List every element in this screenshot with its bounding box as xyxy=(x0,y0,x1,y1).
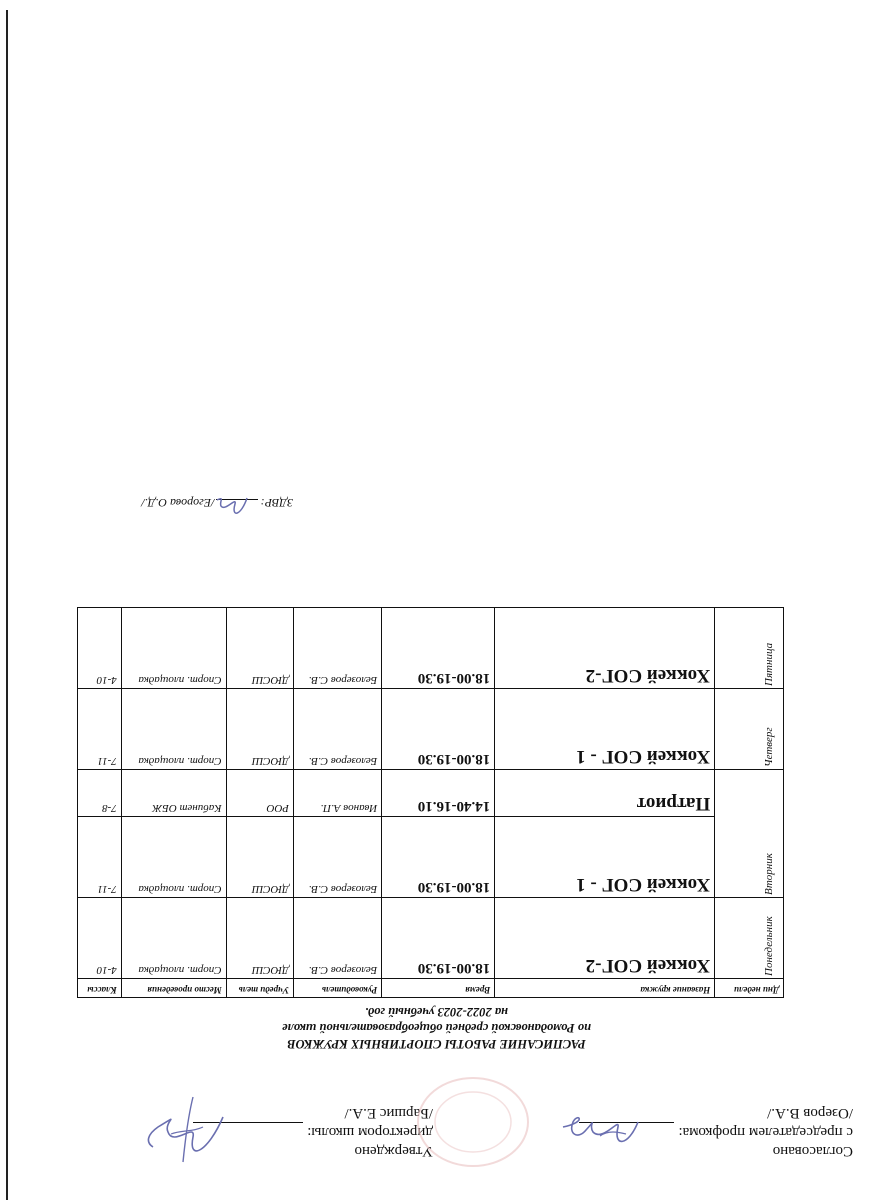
club-org: ДЮСШ xyxy=(226,898,293,979)
signature-agreed xyxy=(553,1107,648,1152)
approved-block xyxy=(189,1103,433,1160)
table-row xyxy=(78,770,784,817)
table-row xyxy=(78,898,784,979)
day-cell: Вторник xyxy=(763,853,775,895)
club-leader: Белозеров С.В. xyxy=(294,898,382,979)
club-leader: Белозеров С.В. xyxy=(294,817,382,898)
agreed-title: Согласовано xyxy=(772,1143,853,1159)
club-org: РОО xyxy=(226,770,293,817)
table-row xyxy=(78,817,784,898)
club-place: Спорт. площадка xyxy=(121,689,226,770)
club-name: Хоккей СОГ-2 xyxy=(495,898,715,979)
club-time: 18.00-19.30 xyxy=(382,689,495,770)
deputy-signature-line xyxy=(141,495,293,510)
signature-deputy xyxy=(213,490,253,524)
deputy-label: ЗДВР: xyxy=(260,496,293,510)
club-place: Спорт. площадка xyxy=(121,817,226,898)
club-leader: Белозеров С.В. xyxy=(294,608,382,689)
document-title: РАСПИСАНИЕ РАБОТЫ СПОРТИВНЫХ КРУЖКОВ по Ромодановской средней общеобразовательной школе на 2022-2023 учебный год. xyxy=(282,1005,591,1051)
club-name: Хоккей СОГ - 1 xyxy=(495,689,715,770)
stamp-seal xyxy=(413,1072,533,1172)
table-header-row xyxy=(78,979,784,998)
signature-approved xyxy=(133,1092,243,1172)
club-classes: 4-10 xyxy=(78,608,122,689)
approved-line: директором школы: xyxy=(189,1122,433,1141)
club-classes: 7-11 xyxy=(78,817,122,898)
day-cell: Понедельник xyxy=(763,916,775,976)
table-row xyxy=(78,608,784,689)
club-name: Хоккей СОГ-2 xyxy=(495,608,715,689)
club-time: 18.00-19.30 xyxy=(382,817,495,898)
agreed-name: /Озеров В.А./ xyxy=(767,1105,853,1121)
club-classes: 4-10 xyxy=(78,898,122,979)
club-place: Спорт. площадка xyxy=(121,898,226,979)
approval-block xyxy=(13,1070,853,1160)
club-time: 18.00-19.30 xyxy=(382,898,495,979)
club-name: Хоккей СОГ - 1 xyxy=(495,817,715,898)
club-classes: 7-8 xyxy=(78,770,122,817)
club-org: ДЮСШ xyxy=(226,817,293,898)
club-time: 14.40-16.10 xyxy=(382,770,495,817)
club-place: Кабинет ОБЖ xyxy=(121,770,226,817)
day-cell: Пятница xyxy=(763,642,775,686)
club-place: Спорт. площадка xyxy=(121,608,226,689)
approved-name: /Баршис Е.А./ xyxy=(344,1105,433,1121)
club-leader: Белозеров С.В. xyxy=(294,689,382,770)
col-leader: Руководитель xyxy=(294,979,382,998)
deputy-name: /Егорова О.Д./ xyxy=(141,496,215,510)
approved-title: Утверждено xyxy=(354,1143,433,1159)
col-name: Название кружка xyxy=(495,979,715,998)
club-name: Патриот xyxy=(495,770,715,817)
col-time: Время xyxy=(382,979,495,998)
col-place: Место проведения xyxy=(121,979,226,998)
col-classes: Классы xyxy=(78,979,122,998)
schedule-table xyxy=(77,607,784,998)
club-classes: 7-11 xyxy=(78,689,122,770)
club-time: 18.00-19.30 xyxy=(382,608,495,689)
agreed-line: с председателем профкома: xyxy=(575,1122,853,1141)
club-org: ДЮСШ xyxy=(226,689,293,770)
col-day: Дни недели xyxy=(715,979,784,998)
agreed-block xyxy=(575,1103,853,1160)
club-org: ДЮСШ xyxy=(226,608,293,689)
col-org: Учреди тель xyxy=(226,979,293,998)
day-cell: Четверг xyxy=(763,727,775,767)
table-row xyxy=(78,689,784,770)
club-leader: Иванов А.П. xyxy=(294,770,382,817)
